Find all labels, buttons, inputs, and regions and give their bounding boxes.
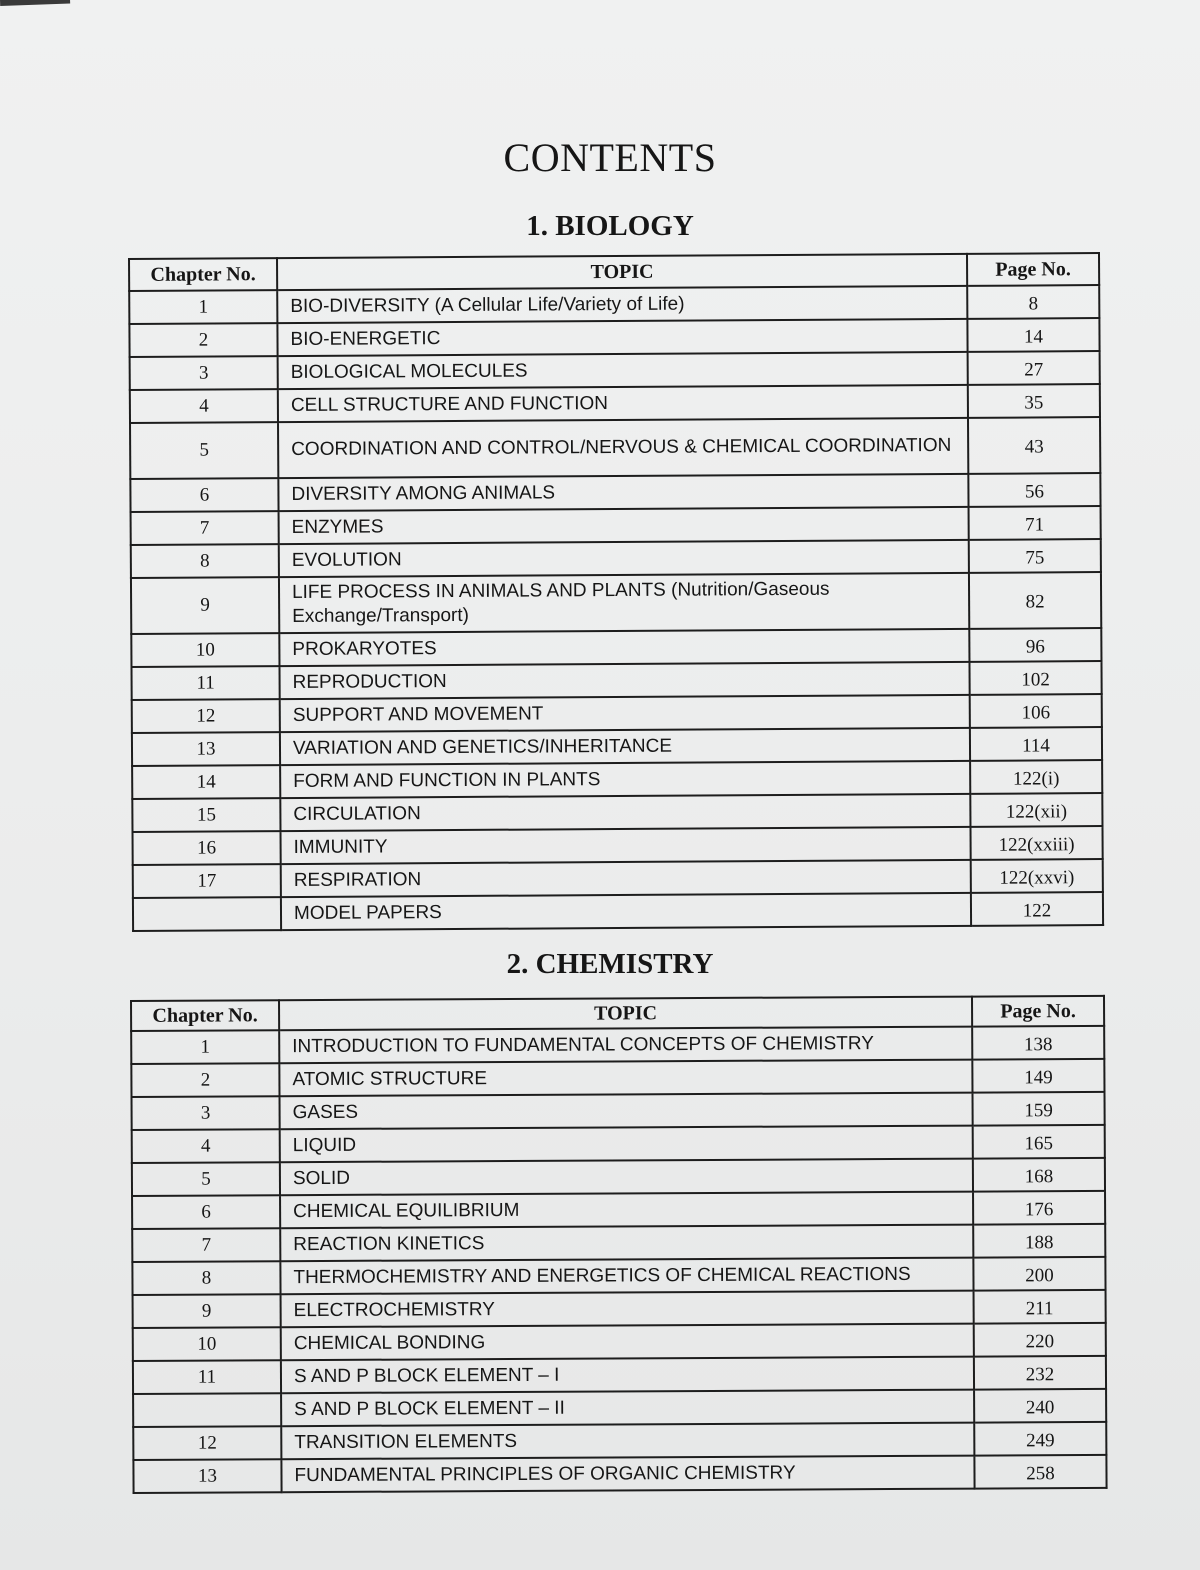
table-row [133,1455,1106,1493]
page-number: 168 [973,1158,1105,1192]
table-row [133,1323,1106,1361]
topic-title: IMMUNITY [281,827,971,864]
page-number: 96 [969,628,1101,662]
chapter-number: 5 [130,422,278,479]
page-number: 122(i) [970,760,1102,794]
page-number: 102 [969,661,1101,695]
chapter-number: 11 [133,1360,281,1394]
page-number: 122 [971,892,1103,926]
page-number: 14 [967,318,1099,352]
topic-title: THERMOCHEMISTRY AND ENERGETICS OF CHEMICAL REACTIONS [280,1258,973,1295]
table-row [133,892,1103,931]
column-header-page: Page No. [967,253,1099,286]
page-number: 149 [972,1059,1104,1093]
page-number: 71 [969,506,1101,540]
topic-title: DIVERSITY AMONG ANIMALS [278,474,968,511]
table-row [132,1257,1105,1295]
topic-title: CHEMICAL EQUILIBRIUM [280,1192,973,1229]
table-row [132,1125,1105,1163]
page-number: 122(xii) [970,793,1102,827]
column-header-topic: TOPIC [279,997,972,1031]
chapter-number: 15 [132,798,280,832]
column-header-topic: TOPIC [277,254,967,290]
chapter-number: 12 [132,699,280,733]
page-number: 75 [969,539,1101,573]
column-header-page: Page No. [972,996,1104,1027]
page-number: 249 [974,1422,1106,1456]
chapter-number: 1 [131,1030,279,1064]
page-number: 106 [970,694,1102,728]
topic-title: BIO-ENERGETIC [277,319,967,356]
topic-title: ELECTROCHEMISTRY [281,1291,974,1328]
topic-title: CELL STRUCTURE AND FUNCTION [278,385,968,422]
topic-title: MODEL PAPERS [281,893,971,930]
chapter-number: 3 [130,356,278,390]
page-number: 122(xxiii) [970,826,1102,860]
section-heading-chemistry: 2. CHEMISTRY [506,948,714,980]
topic-title: PROKARYOTES [279,629,969,666]
chapter-number: 17 [133,864,281,898]
chapter-number: 1 [129,290,277,324]
topic-title: LIQUID [280,1126,973,1163]
chapter-number: 5 [132,1162,280,1196]
table-row [131,1059,1104,1097]
chapter-number: 11 [131,666,279,700]
topic-title: FUNDAMENTAL PRINCIPLES OF ORGANIC CHEMISTRY [281,1456,974,1493]
column-header-chapter: Chapter No. [131,1000,279,1031]
topic-title: REACTION KINETICS [280,1225,973,1262]
chapter-number: 16 [133,831,281,865]
chapter-number: 4 [132,1129,280,1163]
chapter-number: 2 [131,1063,279,1097]
topic-title: ENZYMES [279,507,969,544]
topic-title: BIO-DIVERSITY (A Cellular Life/Variety of Life) [277,286,967,323]
page-number: 114 [970,727,1102,761]
page-title: CONTENTS [503,135,717,180]
chapter-number [133,897,281,931]
table-row [132,1224,1105,1262]
chapter-number: 9 [131,577,279,634]
table-row [131,572,1101,634]
topic-title: TRANSITION ELEMENTS [281,1423,974,1460]
chapter-number: 8 [131,544,279,578]
chapter-number: 2 [129,323,277,357]
chapter-number: 7 [131,511,279,545]
chemistry-contents-table [130,995,1108,1494]
topic-title: REPRODUCTION [279,662,969,699]
chapter-number: 9 [133,1294,281,1328]
column-header-chapter: Chapter No. [129,258,277,291]
page-number: 56 [968,473,1100,507]
topic-title: SOLID [280,1159,973,1196]
topic-title: LIFE PROCESS IN ANIMALS AND PLANTS (Nutrition/Gaseous Exchange/Transport) [279,573,969,633]
chapter-number: 3 [132,1096,280,1130]
page-number: 200 [973,1257,1105,1291]
table-row [133,1389,1106,1427]
table-row [133,1290,1106,1328]
topic-title: RESPIRATION [281,860,971,897]
page-number: 122(xxvi) [971,859,1103,893]
chapter-number: 10 [133,1327,281,1361]
topic-title: FORM AND FUNCTION IN PLANTS [280,761,970,798]
chapter-number: 12 [133,1426,281,1460]
page-number: 43 [968,417,1100,474]
page-number: 211 [974,1290,1106,1324]
topic-title: GASES [280,1093,973,1130]
page-number: 188 [973,1224,1105,1258]
table-row [132,1092,1105,1130]
page-number: 27 [968,351,1100,385]
chapter-number: 13 [132,732,280,766]
page-number: 220 [974,1323,1106,1357]
chapter-number: 10 [131,633,279,667]
topic-title: CIRCULATION [280,794,970,831]
scan-edge-mark [0,0,70,6]
topic-title: EVOLUTION [279,540,969,577]
chapter-number: 14 [132,765,280,799]
topic-title: SUPPORT AND MOVEMENT [280,695,970,732]
topic-title: ATOMIC STRUCTURE [279,1060,972,1097]
chapter-number: 8 [132,1261,280,1295]
table-row [133,1422,1106,1460]
chapter-number: 7 [132,1228,280,1262]
topic-title: COORDINATION AND CONTROL/NERVOUS & CHEMICAL COORDINATION [278,418,968,478]
page-number: 240 [974,1389,1106,1423]
table-row [130,417,1100,479]
section-heading-biology: 1. BIOLOGY [526,210,694,242]
topic-title: INTRODUCTION TO FUNDAMENTAL CONCEPTS OF CHEMISTRY [279,1027,972,1064]
table-row [131,1026,1104,1064]
chapter-number [133,1393,281,1427]
table-row [132,1191,1105,1229]
biology-contents-table [128,252,1104,932]
page-number: 138 [972,1026,1104,1060]
page-number: 8 [967,285,1099,319]
topic-title: CHEMICAL BONDING [281,1324,974,1361]
table-row [133,1356,1106,1394]
topic-title: S AND P BLOCK ELEMENT – I [281,1357,974,1394]
topic-title: BIOLOGICAL MOLECULES [278,352,968,389]
chapter-number: 4 [130,389,278,423]
table-row [132,1158,1105,1196]
page-number: 82 [969,572,1101,629]
chapter-number: 6 [132,1195,280,1229]
page-number: 232 [974,1356,1106,1390]
topic-title: S AND P BLOCK ELEMENT – II [281,1390,974,1427]
page-number: 176 [973,1191,1105,1225]
topic-title: VARIATION AND GENETICS/INHERITANCE [280,728,970,765]
page-number: 35 [968,384,1100,418]
page-number: 159 [972,1092,1104,1126]
chapter-number: 6 [130,478,278,512]
chapter-number: 13 [133,1459,281,1493]
page-number: 165 [973,1125,1105,1159]
page-number: 258 [974,1455,1106,1489]
